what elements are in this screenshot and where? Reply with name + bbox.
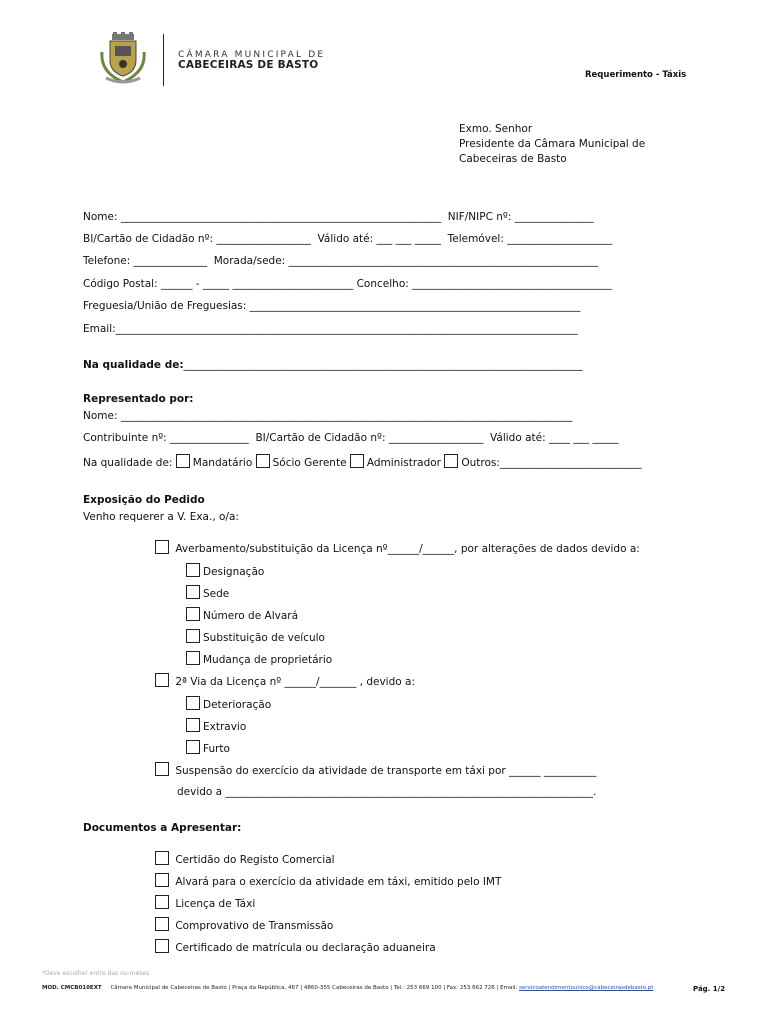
checkbox-certidao[interactable] [155, 851, 169, 865]
field-postal-code[interactable]: Código Postal: ______ - _____ _______________________ Concelho: ______________________________________ [83, 278, 612, 290]
checkbox-deterioracao[interactable] [186, 696, 200, 710]
label-mudanca-proprietario: Mudança de proprietário [203, 654, 333, 666]
field-name[interactable]: Nome: _____________________________________________________________ NIF/NIPC nº: _______________ [83, 211, 594, 223]
option-segunda-via [155, 673, 415, 688]
checkbox-numero-alvara[interactable] [186, 607, 200, 621]
field-email[interactable]: Email:________________________________________________________________________________________ [83, 323, 578, 335]
checkbox-extravio[interactable] [186, 718, 200, 732]
checkbox-designacao[interactable] [186, 563, 200, 577]
label-sede: Sede [203, 588, 230, 600]
capacity-blank: ____________________________________________________________________________ [183, 359, 583, 371]
footer-email-link[interactable]: servicoatendimentounico@cabeceirasdebasto.pt [519, 985, 654, 991]
sub-option-alvara [186, 607, 298, 622]
checkbox-suspensao[interactable] [155, 762, 169, 776]
document-item [155, 917, 333, 932]
label-certidao: Certidão do Registo Comercial [175, 854, 335, 866]
footer-info [42, 985, 653, 991]
addressee-line3: Cabeceiras de Basto [459, 153, 567, 165]
capacity-label: Na qualidade de: [83, 359, 184, 371]
checkbox-comprovativo[interactable] [155, 917, 169, 931]
rep-capacity-label: Na qualidade de: [83, 457, 173, 469]
representative-heading: Representado por: [83, 393, 194, 405]
org-name-line2: CABECEIRAS DE BASTO [178, 59, 319, 71]
addressee-line2: Presidente da Câmara Municipal de [459, 138, 646, 150]
label-mandatario: Mandatário [192, 457, 253, 469]
label-alvara: Alvará para o exercício da atividade em táxi, emitido pelo IMT [175, 876, 502, 888]
request-heading: Exposição do Pedido [83, 494, 205, 506]
label-socio-gerente: Sócio Gerente [272, 457, 347, 469]
label-certificado-matricula: Certificado de matrícula ou declaração aduaneira [175, 942, 436, 954]
checkbox-outros[interactable] [444, 454, 458, 468]
field-phone-address[interactable]: Telefone: ______________ Morada/sede: ___________________________________________________________ [83, 255, 599, 267]
request-intro: Venho requerer a V. Exa., o/a: [83, 511, 239, 523]
org-name-line1: CÂMARA MUNICIPAL DE [178, 50, 326, 60]
page-number: Pág. 1/2 [693, 985, 726, 993]
municipal-crest-logo [98, 32, 148, 86]
sub-option-furto [186, 740, 230, 755]
addressee-line1: Exmo. Senhor [459, 123, 533, 135]
option-averbamento [155, 540, 640, 555]
label-administrador: Administrador [366, 457, 442, 469]
label-comprovativo: Comprovativo de Transmissão [175, 920, 334, 932]
checkbox-substituicao-veiculo[interactable] [186, 629, 200, 643]
footer-address: Câmara Municipal de Cabeceiras de Basto | Praça da República, 467 | 4860-355 Cabeceiras de Basto | Tel.: 253 669 100 | Fax: 253 662 726 | Email: [110, 985, 520, 991]
label-extravio: Extravio [203, 721, 247, 733]
rep-capacity-row [83, 454, 642, 469]
sub-option-sede [186, 585, 229, 600]
checkbox-alvara[interactable] [155, 873, 169, 887]
field-parish[interactable]: Freguesia/União de Freguesias: _______________________________________________________________ [83, 300, 581, 312]
field-id-card[interactable]: BI/Cartão de Cidadão nº: __________________ Válido até: ___ ___ _____ Telemóvel: ____________________ [83, 233, 613, 245]
document-item [155, 895, 255, 910]
option-suspensao [155, 762, 596, 777]
label-deterioracao: Deterioração [203, 699, 272, 711]
checkbox-mandatario[interactable] [176, 454, 190, 468]
checkbox-mudanca-proprietario[interactable] [186, 651, 200, 665]
sub-option-veiculo [186, 629, 325, 644]
sub-option-designacao [186, 563, 264, 578]
checkbox-licenca-taxi[interactable] [155, 895, 169, 909]
document-item [155, 873, 501, 888]
sub-option-extravio [186, 718, 246, 733]
checkbox-socio-gerente[interactable] [256, 454, 270, 468]
label-segunda-via: 2ª Via da Licença nº ______/_______ , devido a: [175, 676, 415, 688]
field-suspensao-due[interactable]: devido a ______________________________________________________________________. [177, 786, 597, 798]
checkbox-furto[interactable] [186, 740, 200, 754]
label-outros[interactable]: Outros:___________________________ [461, 457, 642, 469]
label-licenca-taxi: Licença de Táxi [175, 898, 256, 910]
sub-option-deterioracao [186, 696, 271, 711]
documents-heading: Documentos a Apresentar: [83, 822, 242, 834]
checkbox-sede[interactable] [186, 585, 200, 599]
document-type: Requerimento - Táxis [585, 70, 687, 80]
header-divider [163, 34, 164, 86]
label-suspensao: Suspensão do exercício da atividade de transporte em táxi por ______ __________ [175, 765, 597, 777]
checkbox-segunda-via[interactable] [155, 673, 169, 687]
checkbox-administrador[interactable] [350, 454, 364, 468]
document-item [155, 939, 436, 954]
footnote: *Deve escolher entre das ou-meses [42, 970, 150, 977]
checkbox-averbamento[interactable] [155, 540, 169, 554]
checkbox-certificado-matricula[interactable] [155, 939, 169, 953]
label-furto: Furto [203, 743, 230, 755]
document-item [155, 851, 335, 866]
rep-field-name[interactable]: Nome: ______________________________________________________________________________________ [83, 410, 573, 422]
field-capacity[interactable] [83, 359, 583, 371]
label-substituicao-veiculo: Substituição de veículo [203, 632, 325, 644]
label-numero-alvara: Número de Alvará [203, 610, 299, 622]
label-designacao: Designação [203, 566, 265, 578]
form-code: MOD. CMCB010EXT [42, 985, 102, 991]
rep-field-taxid[interactable]: Contribuinte nº: _______________ BI/Cartão de Cidadão nº: __________________ Válido até: ____ ___ _____ [83, 432, 619, 444]
label-averbamento: Averbamento/substituição da Licença nº______/______, por alterações de dados devido a: [175, 543, 640, 555]
sub-option-proprietario [186, 651, 332, 666]
